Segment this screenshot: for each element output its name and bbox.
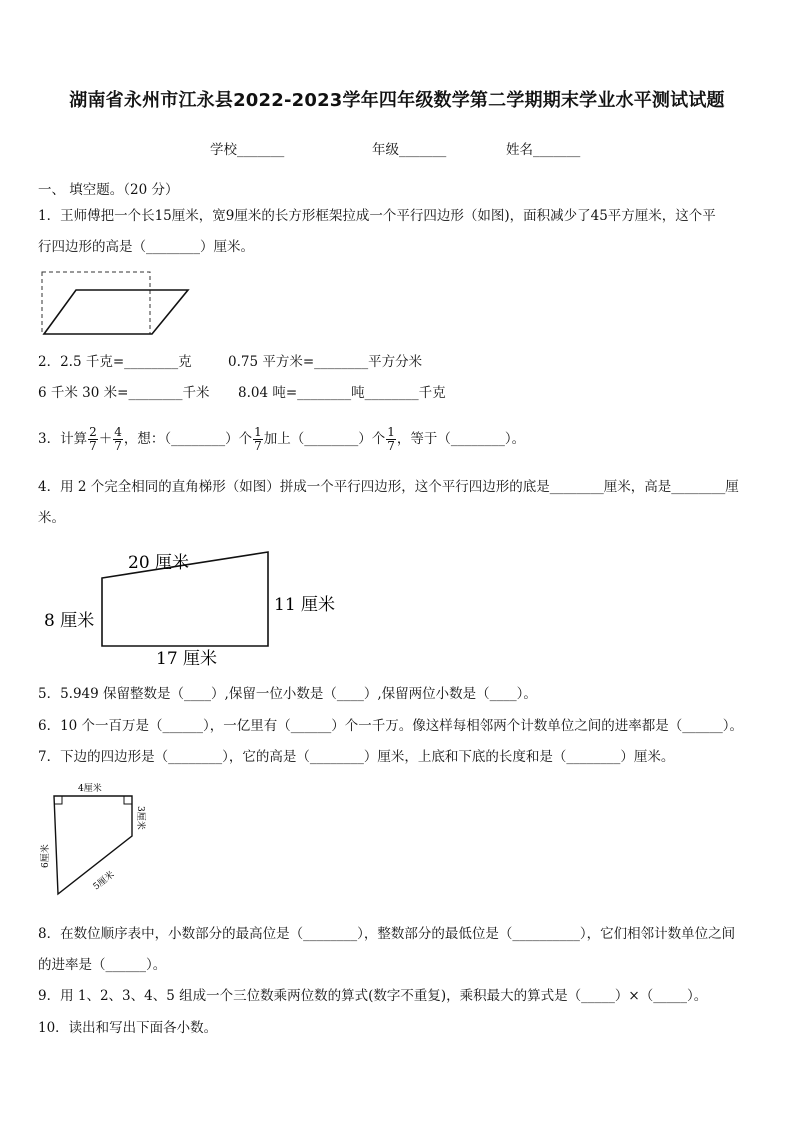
question-6: 6．10 个一百万是（______），一亿里有（______）个一千万。像这样每相邻两个计数单位之间的进率都是（______）。 xyxy=(38,718,744,734)
denominator: 7 xyxy=(387,439,395,453)
question-3 xyxy=(38,422,758,456)
q3-middle-2: 加上（________）个 xyxy=(263,431,386,447)
fraction-4-7 xyxy=(113,426,123,453)
denominator: 7 xyxy=(89,439,97,453)
denominator: 7 xyxy=(254,439,262,453)
numerator: 2 xyxy=(89,425,97,439)
question-1-line-1: 1．王师傅把一个长15厘米，宽9厘米的长方形框架拉成一个平行四边形（如图)，面积减少了45平方厘米，这个平 xyxy=(38,208,716,224)
question-9: 9．用 1、2、3、4、5 组成一个三位数乘两位数的算式(数字不重复)，乘积最大的算式是（_____）×（_____）。 xyxy=(38,988,708,1004)
q3-prefix: 3．计算 xyxy=(38,431,88,447)
grade-field: 年级_______ xyxy=(372,142,447,158)
label-17cm: 17 厘米 xyxy=(156,649,218,669)
label-8cm: 8 厘米 xyxy=(44,611,95,631)
fraction-1-7-a xyxy=(253,426,263,453)
section-heading: 一、 填空题。（20 分） xyxy=(38,182,179,198)
question-10: 10．读出和写出下面各小数。 xyxy=(38,1020,218,1036)
question-8-line-1: 8．在数位顺序表中，小数部分的最高位是（________），整数部分的最低位是（__________），它们相邻计数单位之间 xyxy=(38,926,736,942)
question-5: 5．5.949 保留整数是（____）,保留一位小数是（____）,保留两位小数是（____）。 xyxy=(38,686,537,702)
right-trapezoid-figure xyxy=(38,544,348,670)
label-20cm: 20 厘米 xyxy=(128,553,190,573)
q3-middle-1: ，想：（________）个 xyxy=(123,431,253,447)
label-3cm: 3厘米 xyxy=(135,806,145,830)
quadrilateral-shape xyxy=(54,796,132,894)
question-2-c: 6 千米 30 米=________千米 xyxy=(38,385,210,401)
question-2-d: 8.04 吨=________吨________千克 xyxy=(238,385,446,401)
numerator: 4 xyxy=(114,425,122,439)
question-4-line-1: 4．用 2 个完全相同的直角梯形（如图）拼成一个平行四边形，这个平行四边形的底是________厘米，高是________厘 xyxy=(38,479,739,495)
label-11cm: 11 厘米 xyxy=(274,595,336,615)
question-2-b: 0.75 平方米=________平方分米 xyxy=(228,354,423,370)
right-angle-mark-left xyxy=(54,796,62,804)
question-2-a: 2．2.5 千克=________克 xyxy=(38,354,192,370)
label-5cm: 5厘米 xyxy=(91,869,117,893)
plus-sign: ＋ xyxy=(98,431,113,447)
fraction-2-7 xyxy=(88,426,98,453)
label-6cm: 6厘米 xyxy=(41,844,51,868)
q3-suffix: ，等于（________）。 xyxy=(396,431,526,447)
right-angle-mark-right xyxy=(124,796,132,804)
question-4-line-2: 米。 xyxy=(38,510,65,526)
parallelogram-figure xyxy=(38,268,194,338)
numerator: 1 xyxy=(254,425,262,439)
question-1-line-2: 行四边形的高是（________）厘米。 xyxy=(38,239,254,255)
numerator: 1 xyxy=(387,425,395,439)
parallelogram-shape xyxy=(44,290,188,334)
label-4cm: 4厘米 xyxy=(78,784,102,794)
denominator: 7 xyxy=(114,439,122,453)
question-7: 7．下边的四边形是（________），它的高是（________）厘米，上底和下底的长度和是（________）厘米。 xyxy=(38,749,675,765)
school-field: 学校_______ xyxy=(210,142,285,158)
page-title: 湖南省永州市江永县2022-2023学年四年级数学第二学期期末学业水平测试试题 xyxy=(69,90,725,111)
name-field: 姓名_______ xyxy=(506,142,581,158)
fraction-1-7-b xyxy=(386,426,396,453)
question-8-line-2: 的进率是（______）。 xyxy=(38,957,167,973)
original-rectangle-outline xyxy=(42,272,150,334)
quadrilateral-figure xyxy=(36,778,156,908)
